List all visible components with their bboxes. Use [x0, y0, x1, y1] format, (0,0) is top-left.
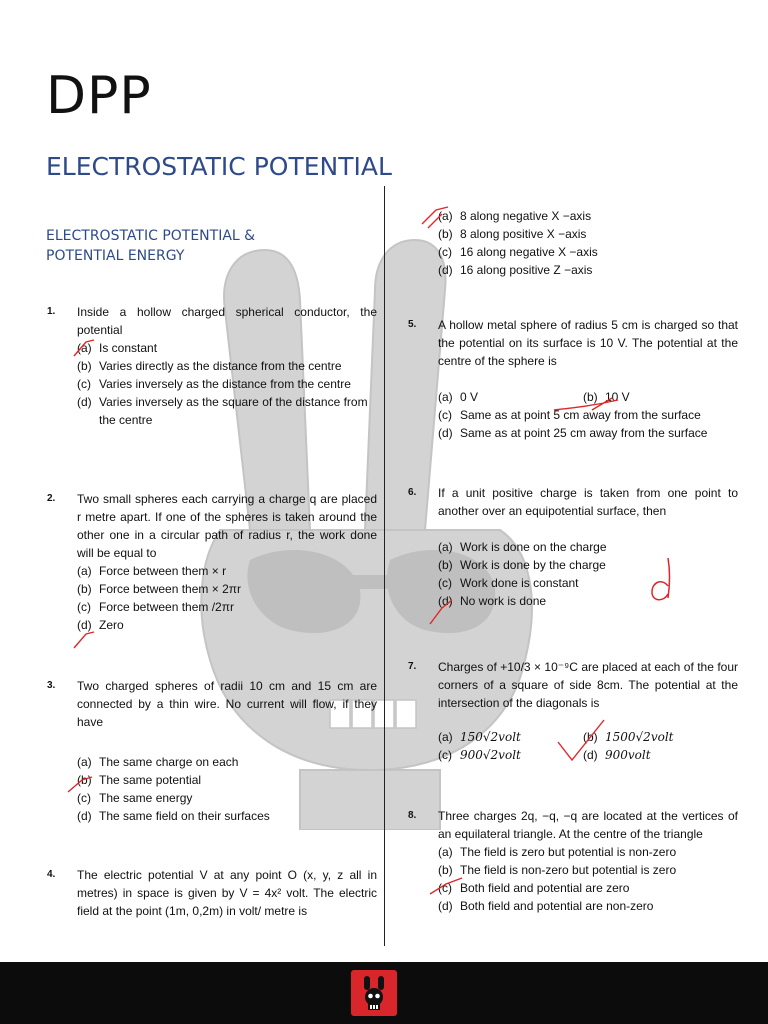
question-1 — [47, 303, 377, 429]
question-4 — [47, 866, 377, 920]
option-a: (a) 0 V — [438, 390, 479, 404]
option-c: (c) 16 along negative X −axis — [438, 245, 598, 259]
option-a: (a) Work is done on the charge — [438, 540, 607, 554]
option-b: (b) 8 along positive X −axis — [438, 227, 587, 241]
section-heading-line2: POTENTIAL ENERGY — [46, 248, 185, 264]
question-6 — [408, 484, 738, 610]
brand-logo — [351, 970, 397, 1016]
question-text: Two small spheres each carrying a charge q are placed r metre apart. If one of the spheres is taken around the other one in a circular path of radius r, the work done will be equal to — [77, 492, 377, 560]
question-text: If a unit positive charge is taken from one point to another over an equipotential surface, then — [438, 486, 738, 518]
option-c: (c) Force between them /2πr — [77, 600, 235, 614]
option-c: (c) Varies inversely as the distance from the centre — [77, 377, 351, 391]
question-text: Three charges 2q, −q, −q are located at the vertices of an equilateral triangle. At the centre of the triangle — [438, 809, 738, 841]
option-c: (c) The same energy — [77, 791, 193, 805]
option-c: (c) Same as at point 5 cm away from the surface — [438, 408, 701, 422]
option-row — [438, 746, 738, 764]
option-row — [438, 728, 738, 746]
question-3 — [47, 677, 377, 825]
question-number: 1. — [47, 306, 56, 317]
option-d: (d) No work is done — [438, 594, 547, 608]
option-c: (c) Work done is constant — [438, 576, 579, 590]
section-heading-line1: ELECTROSTATIC POTENTIAL & — [46, 228, 256, 244]
option-c: (c) Both field and potential are zero — [438, 881, 630, 895]
question-number: 8. — [408, 810, 417, 821]
option-d: (d) Both field and potential are non-zero — [438, 899, 654, 913]
option-b: (b) Varies directly as the distance from the centre — [77, 359, 342, 373]
option-a: (a) 150√2volt — [438, 730, 521, 744]
question-2 — [47, 490, 377, 634]
page-subtitle: ELECTROSTATIC POTENTIAL — [46, 152, 392, 181]
question-8 — [408, 807, 738, 915]
option-row — [438, 388, 738, 406]
question-number: 2. — [47, 493, 56, 504]
question-5 — [408, 316, 738, 442]
option-b: (b) The same potential — [77, 773, 202, 787]
option-b: (b) Force between them × 2πr — [77, 582, 242, 596]
question-number: 3. — [47, 680, 56, 691]
page-title: DPP — [46, 66, 152, 126]
question-number: 6. — [408, 487, 417, 498]
section-heading — [46, 226, 346, 266]
option-a: (a) 8 along negative X −axis — [438, 209, 592, 223]
option-d: (d) Zero — [77, 618, 124, 632]
option-a: (a) Force between them × r — [77, 564, 227, 578]
option-b: (b) 1500√2volt — [583, 730, 674, 744]
option-a: (a) The field is zero but potential is non-zero — [438, 845, 677, 859]
option-d: (d) 900volt — [583, 748, 651, 762]
question-text: Charges of +10/3 × 10⁻⁹C are placed at each of the four corners of a square of side 8cm. The potential at the intersection of the diagonals is — [438, 660, 738, 710]
option-b: (b) Work is done by the charge — [438, 558, 606, 572]
option-d: (d) The same field on their surfaces — [77, 809, 270, 823]
option-d: (d) Same as at point 25 cm away from the surface — [438, 426, 708, 440]
column-divider — [384, 186, 385, 946]
option-d: (d) 16 along positive Z −axis — [438, 263, 593, 277]
question-text: The electric potential V at any point O (x, y, z all in metres) in space is given by V = 4x² volt. The electric field at the point (1m, 0,2m) in volt/ metre is — [77, 868, 377, 918]
option-d: (d) Varies inversely as the square of the distance from the centre — [77, 395, 368, 427]
option-b: (b) The field is non-zero but potential is zero — [438, 863, 677, 877]
question-7 — [408, 658, 738, 764]
question-number: 5. — [408, 319, 417, 330]
option-a: (a) The same charge on each — [77, 755, 239, 769]
question-text: Inside a hollow charged spherical conductor, the potential — [77, 305, 377, 337]
question-4-options — [438, 207, 738, 279]
question-number: 4. — [47, 869, 56, 880]
skull-hand-icon — [351, 970, 397, 1016]
option-a: (a) Is constant — [77, 341, 158, 355]
question-text: Two charged spheres of radii 10 cm and 15 cm are connected by a thin wire. No current will flow, if they have — [77, 679, 377, 729]
option-c: (c) 900√2volt — [438, 748, 521, 762]
option-b: (b) 10 V — [583, 390, 630, 404]
question-text: A hollow metal sphere of radius 5 cm is charged so that the potential on its surface is 10 V. The potential at the centre of the sphere is — [438, 318, 738, 368]
question-number: 7. — [408, 661, 417, 672]
